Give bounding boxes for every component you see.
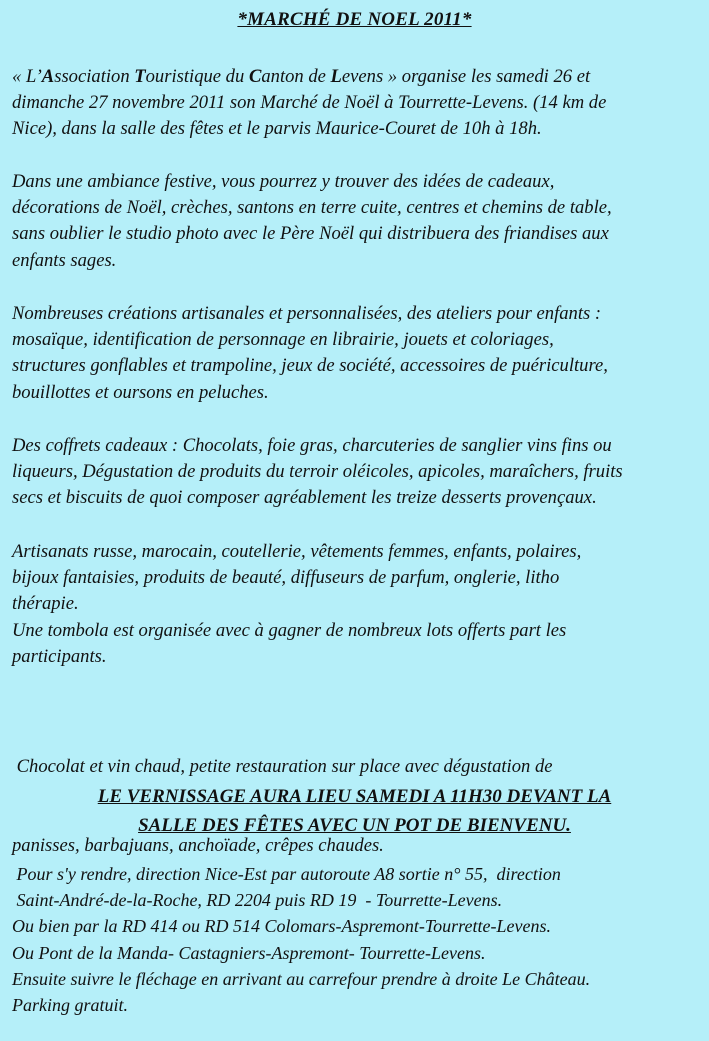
creations-line: bouillottes et oursons en peluches.	[12, 381, 269, 403]
coffrets-line: secs et biscuits de quoi composer agréablement les treize desserts provençaux.	[12, 487, 597, 509]
chocolat-line: panisses, barbajuans, anchoïade, crêpes chaudes.	[12, 835, 384, 857]
intro-line-1: « L’Association Touristique du Canton de Levens » organise les samedi 26 et	[12, 66, 591, 87]
coffrets-paragraph	[12, 433, 702, 512]
vernissage-line: LE VERNISSAGE AURA LIEU SAMEDI A 11H30 DEVANT LA	[97, 786, 612, 807]
page-title: *MARCHÉ DE NOEL 2011*	[237, 9, 472, 30]
vernissage-line: SALLE DES FÊTES AVEC UN POT DE BIENVENU.	[138, 815, 571, 836]
ambiance-line: enfants sages.	[12, 249, 117, 271]
ambiance-paragraph	[12, 169, 702, 274]
artisanats-line: Artisanats russe, marocain, coutellerie, vêtements femmes, enfants, polaires,	[12, 541, 582, 562]
chocolat-line: Chocolat et vin chaud, petite restauration sur place avec dégustation de	[12, 756, 553, 778]
creations-line: structures gonflables et trampoline, jeux de société, accessoires de puériculture,	[12, 355, 608, 377]
coffrets-line: Des coffrets cadeaux : Chocolats, foie gras, charcuteries de sanglier vins fins ou	[12, 435, 612, 456]
directions-line: Pour s'y rendre, direction Nice-Est par autoroute A8 sortie n° 55, direction	[12, 864, 561, 884]
artisanats-line: bijoux fantaisies, produits de beauté, diffuseurs de parfum, onglerie, litho	[12, 567, 560, 589]
creations-line: mosaïque, identification de personnage en librairie, jouets et coloriages,	[12, 329, 554, 351]
directions-line: Ou Pont de la Manda- Castagniers-Aspremont- Tourrette-Levens.	[12, 942, 486, 963]
artisanats-paragraph	[12, 539, 702, 670]
coffrets-line: liqueurs, Dégustation de produits du terroir oléicoles, apicoles, maraîchers, fruits	[12, 461, 623, 483]
intro-paragraph	[12, 64, 702, 143]
ambiance-line: décorations de Noël, crèches, santons en terre cuite, centres et chemins de table,	[12, 197, 612, 219]
parking-line: Parking gratuit.	[12, 995, 128, 1016]
tombola-line: participants.	[12, 645, 107, 667]
intro-line-3: Nice), dans la salle des fêtes et le parvis Maurice-Couret de 10h à 18h.	[12, 118, 542, 140]
directions-line: Saint-André-de-la-Roche, RD 2204 puis RD 19 - Tourrette-Levens.	[12, 890, 503, 911]
ambiance-line: Dans une ambiance festive, vous pourrez y trouver des idées de cadeaux,	[12, 171, 555, 192]
vernissage-announcement	[0, 782, 709, 840]
creations-paragraph	[12, 301, 702, 406]
tombola-line: Une tombola est organisée avec à gagner de nombreux lots offerts part les	[12, 619, 567, 641]
artisanats-line: thérapie.	[12, 593, 79, 615]
intro-line-2: dimanche 27 novembre 2011 son Marché de Noël à Tourrette-Levens. (14 km de	[12, 92, 607, 114]
directions-line: Ou bien par la RD 414 ou RD 514 Colomars-Aspremont-Tourrette-Levens.	[12, 916, 551, 937]
creations-line: Nombreuses créations artisanales et personnalisées, des ateliers pour enfants :	[12, 303, 602, 324]
directions-line: Ensuite suivre le fléchage en arrivant au carrefour prendre à droite Le Château.	[12, 968, 591, 989]
directions-paragraph	[12, 861, 702, 1018]
ambiance-line: sans oublier le studio photo avec le Père Noël qui distribuera des friandises aux	[12, 223, 609, 245]
